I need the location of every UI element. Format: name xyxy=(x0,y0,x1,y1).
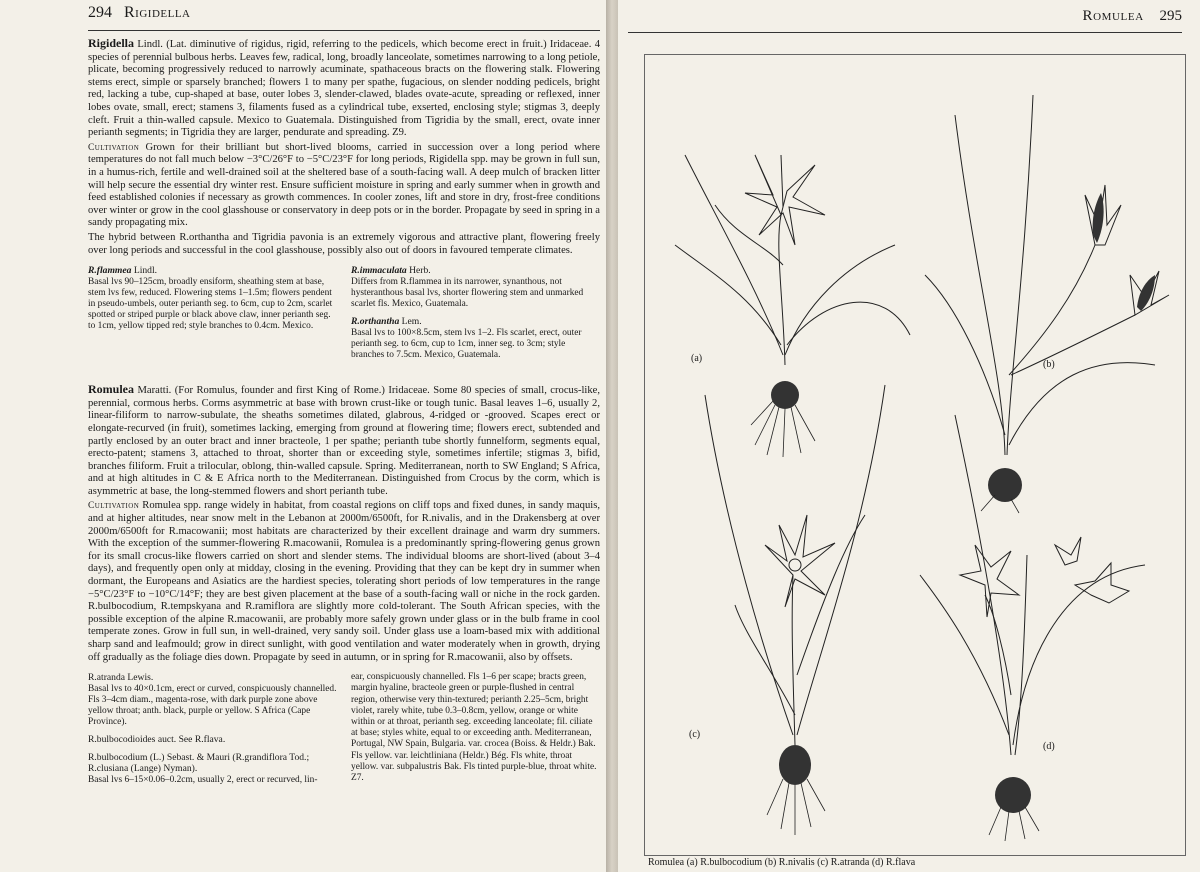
species-name: R.flammea xyxy=(88,265,132,277)
header-rule xyxy=(88,30,600,31)
species-entry xyxy=(88,734,337,745)
species-head: R.bulbocodioides auct. See R.flava. xyxy=(88,734,226,746)
species-name: R.immaculata xyxy=(351,265,407,277)
species-column-2 xyxy=(351,265,600,367)
cultivation-label: Cultivation xyxy=(88,142,140,153)
header-rule xyxy=(628,32,1182,33)
cultivation-text: Romulea spp. range widely in habitat, from coastal regions on cliff tops and fixed dunes, in sandy maquis, and at higher altitudes, near snow melt in the Lebanon at 2000m/6500ft, for R.nivalis, and in the Drakensberg at over 2000m/6500ft for R.macowanii; most habitats are characterized by their excellent drainage and warm dry summers. With the exception of the summer-flowering R.macowanii, Romulea is a predominantly spring-flowering genus grown for its small crocus-like flowers carried on short and slender stems. The individual blooms are short-lived (about 3–4 days), and frequently open only at midday, closing in the evening. Providing that they can be kept dry in summer when dormant, the Europeans and Asiatics are the hardiest species, tolerating short periods of low temperatures in the range −5°C/23°F to −10°C/14°F; they are best given placement at the base of a south-facing wall or niche in the rock garden. R.bulbocodium, R.tempskyana and R.ramiflora are slightly more cold-tolerant. The South African species, with the possible exception of the alpine R.macowanii, are probably more safely grown under glass or in the bulb frame in cool temperate zones. Grow in full sun, in well-drained, very sandy soil. Under glass use a loam-based mix with additional sharp sand and leafmould; grow in direct sunlight, with good ventilation and water moderately when in growth, drying off gradually as the foliage dies down. Propagate by seed in autumn, or in spring for R.macowanii, also by offsets. xyxy=(88,500,600,663)
figure-label-a: (a) xyxy=(691,353,703,364)
running-head-left xyxy=(88,4,600,28)
genus-name: Rigidella xyxy=(88,36,135,50)
genus-author: Lindl. xyxy=(137,39,163,50)
figure-label-d: (d) xyxy=(1043,741,1055,752)
plant-illustration-d xyxy=(915,395,1175,845)
romulea-species xyxy=(88,672,600,792)
species-author: Lindl. xyxy=(133,265,158,277)
species-head: R.atranda Lewis. xyxy=(88,672,154,684)
running-title: Romulea xyxy=(1082,8,1144,24)
species-author: Herb. xyxy=(409,265,431,277)
species-text: Basal lvs to 100×8.5cm, stem lvs 1–2. Fls scarlet, erect, outer perianth seg. to 6cm, cup to 1cm, inner seg. to 3cm; style branches to 7.5cm. Mexico, Guatemala. xyxy=(351,327,582,360)
species-author: Lem. xyxy=(401,316,422,328)
species-entry xyxy=(88,672,337,728)
genus-name: Romulea xyxy=(88,382,134,397)
romulea-entry xyxy=(88,383,600,498)
romulea-cultivation xyxy=(88,500,600,664)
running-head-right xyxy=(642,8,1182,25)
figure-label-b: (b) xyxy=(1043,359,1055,370)
figure-label-c: (c) xyxy=(689,729,701,740)
botanical-plate xyxy=(644,54,1186,856)
species-entry xyxy=(351,316,600,361)
hybrid-note: The hybrid between R.orthantha and Tigridia pavonia is an extremely vigorous and attractive plant, flowering freely over long periods and successful in the cool glasshouse, possibly also out of doors in favoured temperate climates. xyxy=(88,231,600,256)
rigidella-entry xyxy=(88,37,600,140)
species-text: Basal lvs 90–125cm, broadly ensiform, sheathing stem at base, stem lvs few, reduced. Flowering stems 1–1.5m; flowers pendent in pseudo-umbels, outer perianth seg. to 6cm, cup to 2cm, scarlet spotted or striped purple or black above claw, inner perianth seg. to 1cm, yellow tipped red; style branches to 0.4cm. Mexico. xyxy=(88,276,333,332)
species-column-2 xyxy=(351,672,600,792)
plant-illustration-c xyxy=(675,375,915,845)
species-text: Basal lvs to 40×0.1cm, erect or curved, conspicuously channelled. Fls 3–4cm diam., magenta-rose, with dark purple zone above yellow throat; anth. black, purple or yellow. S Africa (Cape Province). xyxy=(88,683,337,728)
genus-description: (For Romulus, founder and first King of Rome.) Iridaceae. Some 80 species of small, crocus-like, perennial, cormous herbs. Corms asymmetric at base with brown crust-like or tough tunic. Basal leaves 1–6, usually 2, linear-filiform to narrow-subulate, the sheaths sometimes dilated, glabrous, 4-ridged or -grooved. Scapes erect or elongate-recurved (in fruit), sometimes lacking, emerging from ground at flowering time; flowers erect, subtended and partly enclosed by an outer bract and inner bracteole, 1 per spathe; perianth tube shortly funnelform, segments equal, erecto-patent; stamens 3, attached to throat, shorter than or exceeding style, sometimes infertile; stigmas 3, bifid, branches filiform. Fruit a trilocular, oblong, thin-walled capsule. Spring. Mediterranean, north to SW England; S Africa, and at high altitudes in C & E Africa north to the Mediterranean. Distinguished from Crocus by the corm, which is asymmetric at base, the long-stemmed flowers and short perianth tube. xyxy=(88,385,601,497)
section-gap xyxy=(88,367,600,383)
species-head: R.bulbocodium (L.) Sebast. & Mauri (R.grandiflora Tod.; R.clusiana (Lange) Nyman). xyxy=(88,751,310,775)
species-name: R.orthantha xyxy=(351,316,400,328)
species-continued-text: ear, conspicuously channelled. Fls 1–6 per scape; bracts green, margin hyaline, bracteole green or purple-flushed in central region, otherwise very thin-textured; perianth 2.25–5cm, bright violet, rarely white, tube 0.3–0.8cm, yellow, orange or white within or at throat, perianth seg. exceeding lanceolate; fil. ciliate at base; styles white, equal to or exceeding anth. Mediterranean, Portugal, NW Spain, Bulgaria. var. crocea (Boiss. & Heldr.) Bak. Fls yellow. var. leichtliniana (Heldr.) Bég. Fls white, throat yellow. var. subpalustris Bak. Fls tinted purple-blue, throat white. Z7. xyxy=(351,672,597,784)
book-gutter xyxy=(606,0,618,872)
right-page xyxy=(618,0,1200,872)
species-text: Differs from R.flammea in its narrower, synanthous, not hysteranthous basal lvs, shorter flowering stem and unmarked scarlet fls. Mexico, Guatemala. xyxy=(351,276,584,309)
species-column-1 xyxy=(88,265,337,367)
species-column-1 xyxy=(88,672,337,792)
species-entry xyxy=(351,265,600,310)
running-title: Rigidella xyxy=(124,4,191,21)
cultivation-label: Cultivation xyxy=(88,501,140,512)
page-number: 294 xyxy=(88,4,112,21)
genus-author: Maratti. xyxy=(137,385,172,397)
species-entry xyxy=(88,265,337,332)
page-number: 295 xyxy=(1159,8,1182,24)
rigidella-cultivation xyxy=(88,142,600,230)
rigidella-species xyxy=(88,265,600,367)
corm xyxy=(779,745,811,785)
species-text: Basal lvs 6–15×0.06–0.2cm, usually 2, erect or recurved, lin- xyxy=(88,774,318,785)
cultivation-text: Grown for their brilliant but short-lived blooms, carried in succession over a long period where temperatures do not fall much below −3°C/26°F to −5°C/23°F for long periods, Rigidella spp. may be grown in full sun, in a humus-rich, fertile and well-drained soil at the sheltered base of a south-facing wall. A deep mulch of bracken litter will help secure the essential dry winter rest. Ensure sufficient moisture in spring and early summer when in growth and feed established colonies if necessary as growth commences. In cooler zones, lift and store in dry, frost-free conditions over winter or grow in the cool glasshouse or conservatory in deep pots or in the border. Propagate by seed in spring in a sandy propagating mix. xyxy=(88,141,600,229)
figure-caption: Romulea (a) R.bulbocodium (b) R.nivalis (c) R.atranda (d) R.flava xyxy=(648,857,916,868)
species-entry xyxy=(88,752,337,786)
genus-description: (Lat. diminutive of rigidus, rigid, referring to the pedicels, which become erect in fruit.) Iridaceae. 4 species of perennial bulbous herbs. Leaves few, radical, long, broadly lanceolate, sometimes narrowing to a long petiole, plicate, becoming progressively reduced to narrowly acuminate, spathaceous bracts on the flowering stalk. Flowering stems erect, simple or sparsely branched; flowers 1 to many per spathe, fugacious, on slender nodding pedicels, bright red, lacking a tube, cup-shaped at base, outer lobes 3, slender-clawed, blades ovate-acute, spreading or reflexed, inner lobes ovate, small, erect; stamens 3, filaments fused as a cylindrical tube, exserted, enclosing style; stigmas 3, deeply cleft. Fruit a thin-walled capsule. Mexico to Guatemala. Distinguished from Tigridia by the small, erect, ovate inner perianth segments; in Tigridia they are larger, pendurate and spreading. Z9. xyxy=(88,39,600,139)
